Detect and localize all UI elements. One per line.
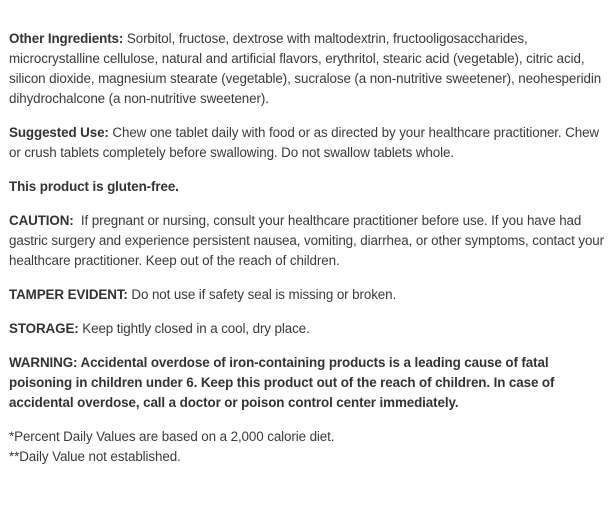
storage-paragraph [9,319,611,339]
suggested-use-label: Suggested Use: [9,125,109,140]
product-label-text [9,29,611,467]
suggested-use-text: Chew one tablet daily with food or as directed by your healthcare practitioner. Chew or crush tablets completely before swallowing. Do not swallow tablets whole. [9,125,600,160]
storage-text: Keep tightly closed in a cool, dry place. [78,321,310,336]
caution-label: CAUTION: [9,213,74,228]
other-ingredients-text: Sorbitol, fructose, dextrose with maltodextrin, fructooligosaccharides, microcrystalline cellulose, natural and artificial flavors, erythritol, stearic acid (vegetable), citric acid, silicon dioxide, magnesium stearate (vegetable), sucralose (a non-nutritive sweetener), neohesperidin dihydrochalcone (a non-nutritive sweetener). [9,31,602,106]
footnotes [9,427,611,467]
tamper-evident-label: TAMPER EVIDENT: [9,287,128,302]
gluten-free-statement: This product is gluten-free. [9,179,179,194]
suggested-use-paragraph [9,123,611,163]
caution-text: If pregnant or nursing, consult your healthcare practitioner before use. If you have had gastric surgery and experience persistent nausea, vomiting, diarrhea, or other symptoms, contact your healthcare practitioner. Keep out of the reach of children. [9,213,608,268]
other-ingredients-label: Other Ingredients: [9,31,124,46]
footnote-not-established: **Daily Value not established. [9,449,181,464]
caution-paragraph [9,211,611,271]
footnote-daily-values: *Percent Daily Values are based on a 2,000 calorie diet. [9,429,335,444]
tamper-evident-text: Do not use if safety seal is missing or broken. [127,287,397,302]
other-ingredients-paragraph [9,29,611,109]
tamper-evident-paragraph [9,285,611,305]
storage-label: STORAGE: [9,321,79,336]
warning-paragraph: WARNING: Accidental overdose of iron-containing products is a leading cause of fatal poisoning in children under 6. Keep this product out of the reach of children. In case of accidental overdose, call a doctor or poison control center immediately. [9,355,555,410]
